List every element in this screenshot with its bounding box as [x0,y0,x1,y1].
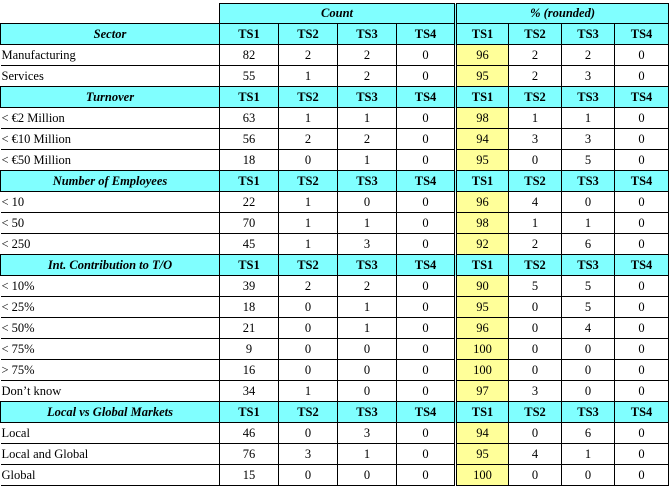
count-cell: 0 [397,297,456,318]
percent-cell: 0 [509,318,562,339]
percent-cell: 4 [509,192,562,213]
section-title: Int. Contribution to T/O [1,255,220,276]
percent-cell: 1 [562,108,615,129]
table-row [1,192,669,213]
percent-cell: 0 [615,66,669,87]
percent-cell: 0 [615,381,669,402]
percent-cell: 2 [509,45,562,66]
count-cell: 2 [338,66,397,87]
percent-cell: 3 [562,129,615,150]
count-cell: 0 [397,276,456,297]
count-cell: 0 [397,339,456,360]
count-cell: 55 [220,66,279,87]
row-label: < €50 Million [1,150,220,171]
percent-cell: 1 [509,108,562,129]
count-ts-header: TS3 [338,255,397,276]
percent-cell: 6 [562,234,615,255]
percent-cell: 94 [456,129,509,150]
count-ts-header: TS4 [397,255,456,276]
count-ts-header: TS1 [220,24,279,45]
percent-ts-header: TS3 [562,171,615,192]
row-label: Global [1,465,220,486]
count-group-header: Count [220,4,456,24]
percent-cell: 0 [615,360,669,381]
count-cell: 0 [397,444,456,465]
percent-cell: 95 [456,150,509,171]
count-cell: 34 [220,381,279,402]
percent-ts-header: TS2 [509,255,562,276]
percent-cell: 0 [562,381,615,402]
count-ts-header: TS2 [279,87,338,108]
count-cell: 0 [397,234,456,255]
count-cell: 2 [338,45,397,66]
percent-ts-header: TS3 [562,402,615,423]
count-cell: 0 [397,129,456,150]
percent-cell: 0 [562,192,615,213]
table-row [1,339,669,360]
count-cell: 0 [397,465,456,486]
count-cell: 0 [397,45,456,66]
table-row [1,276,669,297]
blank-corner-cell [1,4,220,24]
percent-cell: 0 [615,213,669,234]
count-cell: 3 [279,444,338,465]
count-ts-header: TS1 [220,402,279,423]
percent-cell: 2 [562,45,615,66]
percent-cell: 95 [456,297,509,318]
percent-ts-header: TS1 [456,255,509,276]
percent-cell: 3 [509,129,562,150]
percent-ts-header: TS1 [456,171,509,192]
count-ts-header: TS2 [279,171,338,192]
row-label: > 75% [1,360,220,381]
table-row [1,465,669,486]
count-cell: 0 [279,423,338,444]
count-cell: 0 [279,150,338,171]
count-cell: 2 [279,45,338,66]
percent-cell: 0 [562,465,615,486]
count-cell: 1 [279,108,338,129]
percent-cell: 96 [456,318,509,339]
percent-cell: 2 [509,234,562,255]
percent-cell: 0 [509,465,562,486]
percent-cell: 98 [456,108,509,129]
count-cell: 9 [220,339,279,360]
percent-cell: 4 [562,318,615,339]
percent-cell: 5 [562,276,615,297]
percent-group-header: % (rounded) [456,4,669,24]
percent-cell: 5 [509,276,562,297]
count-cell: 1 [279,213,338,234]
percent-cell: 98 [456,213,509,234]
percent-ts-header: TS4 [615,255,669,276]
percent-cell: 6 [562,423,615,444]
count-cell: 63 [220,108,279,129]
percent-cell: 92 [456,234,509,255]
percent-cell: 3 [562,66,615,87]
percent-cell: 0 [615,318,669,339]
section-title: Local vs Global Markets [1,402,220,423]
row-label: Services [1,66,220,87]
percent-cell: 96 [456,192,509,213]
percent-cell: 4 [509,444,562,465]
count-cell: 0 [397,360,456,381]
count-cell: 2 [338,129,397,150]
count-cell: 1 [338,444,397,465]
percent-cell: 0 [615,423,669,444]
section-header-row [1,24,669,45]
count-ts-header: TS3 [338,402,397,423]
count-cell: 1 [279,234,338,255]
count-ts-header: TS1 [220,171,279,192]
count-cell: 70 [220,213,279,234]
percent-cell: 1 [509,213,562,234]
percent-cell: 100 [456,339,509,360]
percent-ts-header: TS4 [615,87,669,108]
percent-cell: 0 [509,423,562,444]
percent-cell: 0 [615,234,669,255]
percent-cell: 100 [456,360,509,381]
count-ts-header: TS2 [279,255,338,276]
count-cell: 0 [397,318,456,339]
table-row [1,423,669,444]
count-ts-header: TS4 [397,87,456,108]
table-row [1,381,669,402]
section-header-row [1,171,669,192]
count-cell: 1 [338,150,397,171]
count-cell: 46 [220,423,279,444]
percent-cell: 0 [615,297,669,318]
percent-ts-header: TS1 [456,24,509,45]
percent-cell: 0 [509,360,562,381]
count-cell: 0 [397,108,456,129]
count-cell: 0 [338,465,397,486]
row-label: < €10 Million [1,129,220,150]
percent-cell: 0 [615,45,669,66]
count-ts-header: TS1 [220,87,279,108]
row-label: < 50 [1,213,220,234]
table-row [1,297,669,318]
count-cell: 0 [397,66,456,87]
count-cell: 3 [338,423,397,444]
table-row [1,360,669,381]
count-cell: 21 [220,318,279,339]
percent-cell: 0 [509,150,562,171]
count-cell: 18 [220,297,279,318]
table-row [1,150,669,171]
percent-cell: 0 [615,444,669,465]
count-cell: 22 [220,192,279,213]
percent-cell: 90 [456,276,509,297]
percent-cell: 96 [456,45,509,66]
count-cell: 1 [279,66,338,87]
section-title: Number of Employees [1,171,220,192]
percent-cell: 5 [562,150,615,171]
row-label: Manufacturing [1,45,220,66]
count-cell: 0 [279,360,338,381]
row-label: < 75% [1,339,220,360]
percent-ts-header: TS1 [456,402,509,423]
table-row [1,129,669,150]
count-cell: 0 [397,423,456,444]
count-cell: 18 [220,150,279,171]
count-cell: 1 [338,108,397,129]
count-ts-header: TS2 [279,402,338,423]
count-cell: 0 [397,381,456,402]
percent-cell: 0 [509,297,562,318]
table-row [1,66,669,87]
count-cell: 16 [220,360,279,381]
percent-cell: 95 [456,66,509,87]
percent-cell: 0 [509,339,562,360]
group-header-row [1,4,669,24]
count-cell: 15 [220,465,279,486]
count-cell: 82 [220,45,279,66]
table-row [1,234,669,255]
section-header-row [1,87,669,108]
percent-cell: 97 [456,381,509,402]
count-cell: 76 [220,444,279,465]
count-cell: 0 [338,339,397,360]
percent-ts-header: TS1 [456,87,509,108]
percent-ts-header: TS4 [615,171,669,192]
count-cell: 1 [279,381,338,402]
count-cell: 3 [338,234,397,255]
section-title: Turnover [1,87,220,108]
count-cell: 2 [279,276,338,297]
percent-cell: 5 [562,297,615,318]
section-header-row [1,255,669,276]
row-label: < 250 [1,234,220,255]
count-ts-header: TS3 [338,87,397,108]
percent-ts-header: TS3 [562,24,615,45]
percent-cell: 0 [615,150,669,171]
table-row [1,45,669,66]
row-label: < 50% [1,318,220,339]
count-cell: 0 [338,360,397,381]
percent-ts-header: TS2 [509,24,562,45]
percent-cell: 0 [562,360,615,381]
count-cell: 0 [397,213,456,234]
count-cell: 2 [338,276,397,297]
row-label: < 25% [1,297,220,318]
count-ts-header: TS3 [338,24,397,45]
count-cell: 0 [279,339,338,360]
percent-cell: 3 [509,381,562,402]
percent-cell: 2 [509,66,562,87]
results-table [0,3,669,486]
section-header-row [1,402,669,423]
count-ts-header: TS4 [397,171,456,192]
percent-ts-header: TS3 [562,255,615,276]
table-row [1,108,669,129]
section-title: Sector [1,24,220,45]
count-ts-header: TS3 [338,171,397,192]
count-cell: 56 [220,129,279,150]
count-cell: 1 [338,213,397,234]
count-cell: 0 [279,465,338,486]
count-cell: 0 [279,297,338,318]
count-cell: 2 [279,129,338,150]
row-label: Don’t know [1,381,220,402]
percent-ts-header: TS4 [615,402,669,423]
row-label: < 10 [1,192,220,213]
count-cell: 0 [279,318,338,339]
row-label: < 10% [1,276,220,297]
row-label: Local and Global [1,444,220,465]
count-cell: 45 [220,234,279,255]
percent-cell: 0 [615,465,669,486]
percent-cell: 0 [615,108,669,129]
percent-cell: 1 [562,444,615,465]
percent-cell: 1 [562,213,615,234]
count-ts-header: TS2 [279,24,338,45]
count-ts-header: TS4 [397,402,456,423]
percent-cell: 0 [615,339,669,360]
count-cell: 0 [338,192,397,213]
count-ts-header: TS4 [397,24,456,45]
count-cell: 1 [279,192,338,213]
percent-cell: 0 [615,129,669,150]
percent-cell: 0 [615,276,669,297]
count-cell: 0 [397,150,456,171]
count-cell: 0 [397,192,456,213]
percent-ts-header: TS3 [562,87,615,108]
percent-cell: 95 [456,444,509,465]
row-label: < €2 Million [1,108,220,129]
percent-ts-header: TS4 [615,24,669,45]
table-row [1,444,669,465]
percent-ts-header: TS2 [509,402,562,423]
count-cell: 39 [220,276,279,297]
percent-cell: 100 [456,465,509,486]
count-ts-header: TS1 [220,255,279,276]
count-cell: 1 [338,297,397,318]
percent-cell: 94 [456,423,509,444]
percent-ts-header: TS2 [509,171,562,192]
count-cell: 0 [338,381,397,402]
percent-cell: 0 [562,339,615,360]
percent-ts-header: TS2 [509,87,562,108]
row-label: Local [1,423,220,444]
count-cell: 1 [338,318,397,339]
table-row [1,318,669,339]
table-row [1,213,669,234]
percent-cell: 0 [615,192,669,213]
